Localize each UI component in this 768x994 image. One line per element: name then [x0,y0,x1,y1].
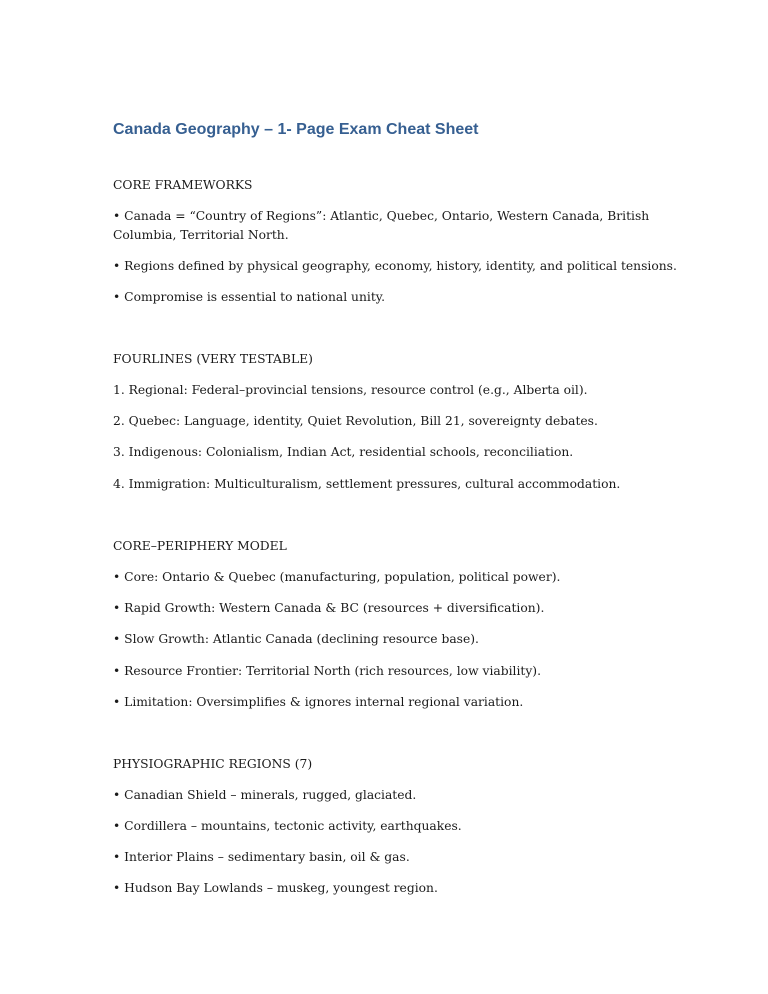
bullet-item: • Cordillera – mountains, tectonic activity, earthquakes. [113,819,462,833]
bullet-item: • Core: Ontario & Quebec (manufacturing, population, political power). [113,570,561,584]
bullet-item: • Resource Frontier: Territorial North (rich resources, low viability). [113,664,541,678]
bullet-item: • Hudson Bay Lowlands – muskeg, youngest region. [113,881,438,895]
bullet-item: • Canadian Shield – minerals, rugged, glaciated. [113,788,417,802]
numbered-item: 4. Immigration: Multiculturalism, settlement pressures, cultural accommodation. [113,477,621,491]
bullet-item: • Regions defined by physical geography, economy, history, identity, and political tensions. [113,259,677,273]
section-heading-fourlines: FOURLINES (VERY TESTABLE) [113,352,313,366]
numbered-item: 1. Regional: Federal–provincial tensions, resource control (e.g., Alberta oil). [113,383,588,397]
bullet-item: • Canada = “Country of Regions”: Atlantic, Quebec, Ontario, Western Canada, British Columbia, Territorial North. [113,209,650,242]
bullet-item: • Interior Plains – sedimentary basin, oil & gas. [113,850,410,864]
numbered-item: 2. Quebec: Language, identity, Quiet Revolution, Bill 21, sovereignty debates. [113,414,598,428]
document-title: Canada Geography – 1- Page Exam Cheat Sheet [113,121,479,138]
bullet-item: • Slow Growth: Atlantic Canada (declining resource base). [113,632,479,646]
bullet-item: • Rapid Growth: Western Canada & BC (resources + diversification). [113,601,545,615]
section-heading-physiographic-regions: PHYSIOGRAPHIC REGIONS (7) [113,757,313,771]
bullet-item: • Compromise is essential to national unity. [113,290,385,304]
bullet-item: • Limitation: Oversimplifies & ignores internal regional variation. [113,695,524,709]
numbered-item: 3. Indigenous: Colonialism, Indian Act, residential schools, reconciliation. [113,445,574,459]
section-heading-core-periphery: CORE–PERIPHERY MODEL [113,539,287,553]
section-heading-core-frameworks: CORE FRAMEWORKS [113,178,253,192]
